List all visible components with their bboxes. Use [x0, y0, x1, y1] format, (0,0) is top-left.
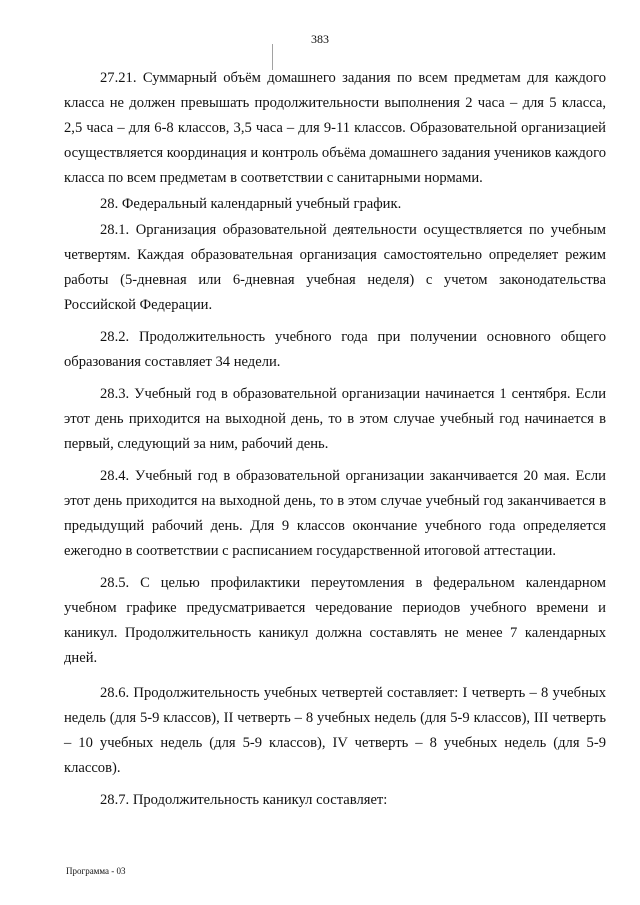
paragraph-28-2: 28.2. Продолжительность учебного года при получении основного общего образования составляет 34 недели. [64, 329, 606, 370]
paragraph-28-4: 28.4. Учебный год в образовательной организации заканчивается 20 мая. Если этот день приходится на выходной день, то в этом случае учебный год заканчивается в предыдущий рабочий день. Для 9 классов окончание учебного года определяется ежегодно в соответствии с расписанием государственной итоговой аттестации. [64, 468, 606, 559]
paragraph-28-6: 28.6. Продолжительность учебных четвертей составляет: I четверть – 8 учебных недель (для 5-9 классов), II четверть – 8 учебных недель (для 5-9 классов), III четверть – 10 учебных недель (для 5-9 классов), IV четверть – 8 учебных недель (для 5-9 классов). [64, 685, 606, 776]
paragraph-28-3: 28.3. Учебный год в образовательной организации начинается 1 сентября. Если этот день приходится на выходной день, то в этом случае учебный год начинается в первый, следующий за ним, рабочий день. [64, 386, 606, 452]
footer-label: Программа - 03 [66, 866, 126, 876]
paragraph-28-heading: 28. Федеральный календарный учебный график. [100, 196, 402, 212]
document-body [64, 66, 606, 813]
paragraph-28-7: 28.7. Продолжительность каникул составляет: [100, 792, 388, 808]
paragraph-28-5: 28.5. С целью профилактики переутомления в федеральном календарном учебном графике предусматривается чередование периодов учебного времени и каникул. Продолжительность каникул должна составлять не менее 7 календарных дней. [64, 575, 606, 666]
page-number: 383 [311, 32, 329, 46]
paragraph-28-1: 28.1. Организация образовательной деятельности осуществляется по учебным четвертям. Каждая образовательная организация самостоятельно определяет режим работы (5-дневная или 6-дневная учебная неделя) с учетом законодательства Российской Федерации. [64, 222, 606, 313]
paragraph-27-21: 27.21. Суммарный объём домашнего задания по всем предметам для каждого класса не должен превышать продолжительности выполнения 2 часа – для 5 класса, 2,5 часа – для 6-8 классов, 3,5 часа – для 9-11 классов. Образовательной организацией осуществляется координация и контроль объёма домашнего задания учеников каждого класса по всем предметам в соответствии с санитарными нормами. [64, 70, 606, 186]
